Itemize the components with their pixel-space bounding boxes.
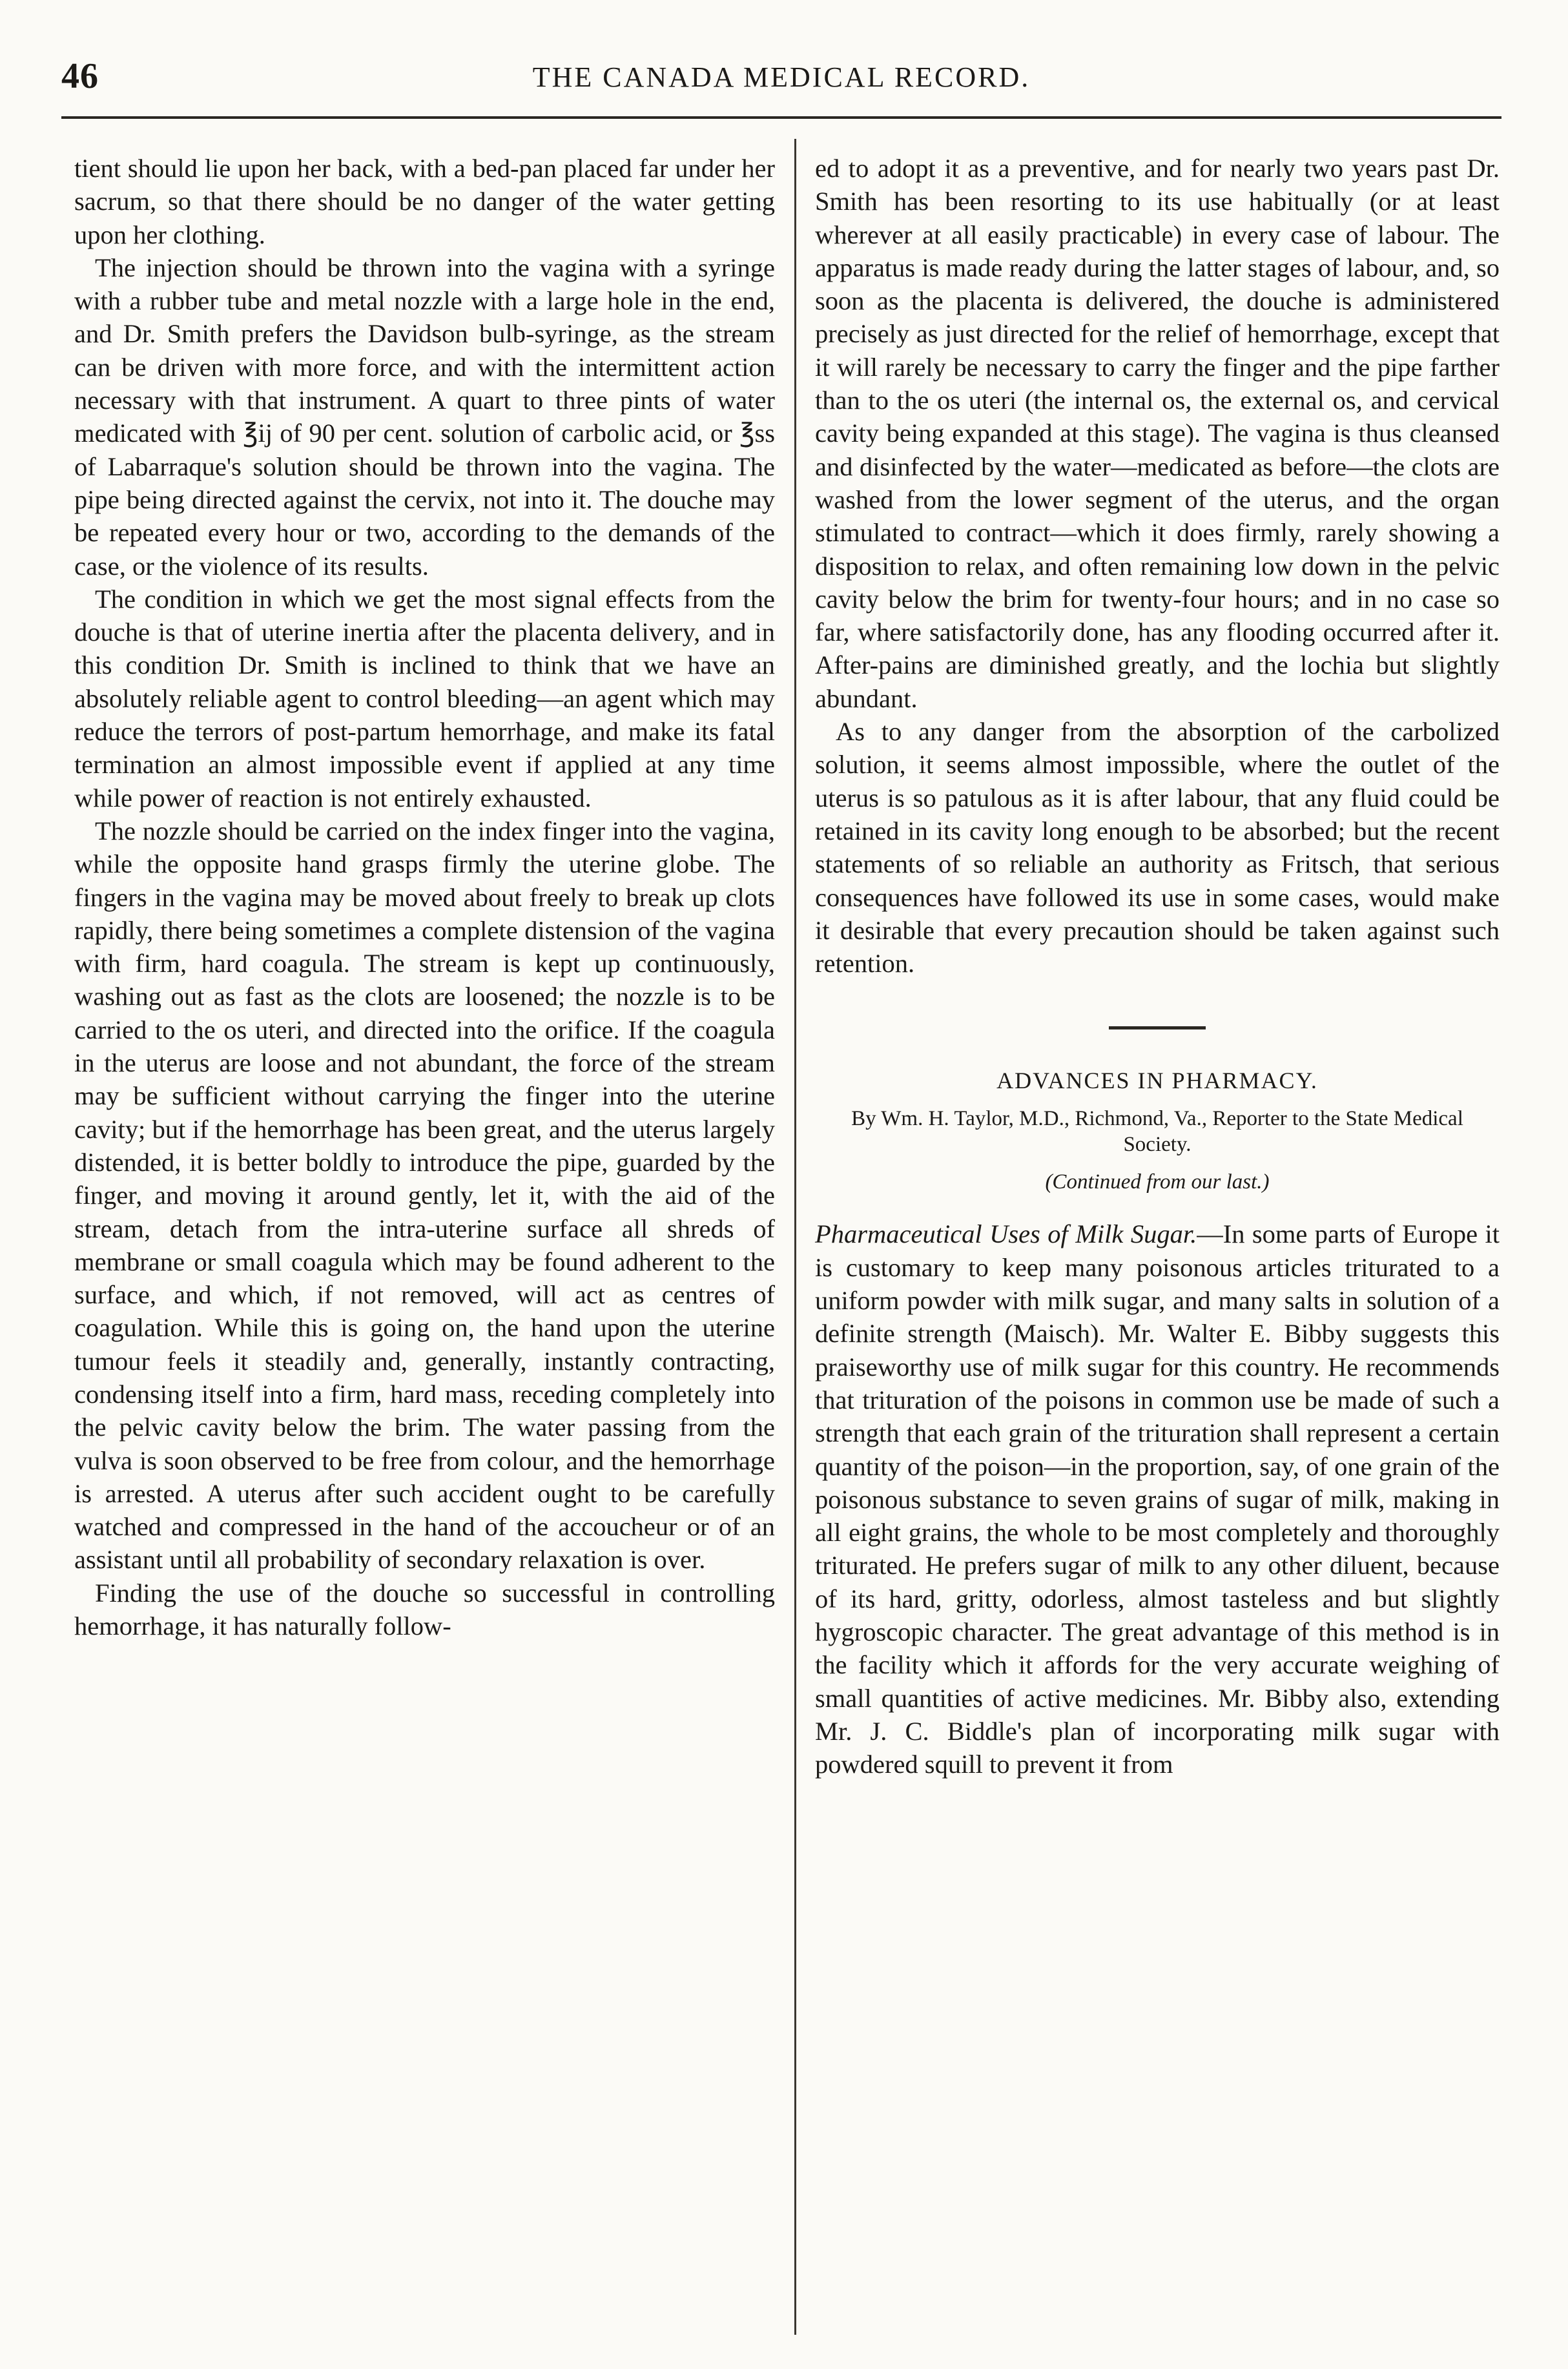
paragraph: As to any danger from the absorption of the carbolized solution, it seems almost impossible, where the outlet of the uterus is so patulous as it is after labour, that any fluid could be retained in its cavity long enough to be absorbed; but the recent statements of so reliable an authority as Fritsch, that serious consequences have followed its use in some cases, would make it desirable that every precaution should be taken against such retention. (815, 717, 1500, 978)
section-body-text: —In some parts of Europe it is customary to keep many poisonous articles triturated to a uniform powder with milk sugar, and many salts in solution of a definite strength (Maisch). Mr. Walter E. Bibby suggests this praiseworthy use of milk sugar for this country. He recommends that trituration of the poisons in common use be made of such a strength that each grain of the trituration shall represent a certain quantity of the poison—in the proportion, say, of one grain of the poisonous substance to seven grains of sugar of milk, making in all eight grains, the whole to be most completely and thoroughly triturated. He prefers sugar of milk to any other diluent, because of its hard, gritty, odorless, almost tasteless and but slightly hygroscopic character. The great advantage of this method is in the facility which it affords for the very accurate weighing of small quantities of active medicines. Mr. Bibby also, extending Mr. J. C. Biddle's plan of incorporating milk sugar with powdered squill to prevent it from (815, 1219, 1500, 1779)
section-rule (1109, 1026, 1206, 1029)
column-divider (794, 139, 796, 2335)
section-paragraph (815, 1217, 1500, 1781)
journal-title: THE CANADA MEDICAL RECORD. (532, 61, 1031, 93)
header-rule (61, 116, 1501, 119)
section-title: ADVANCES IN PHARMACY. (996, 1068, 1318, 1094)
page-number: 46 (61, 56, 99, 96)
right-column (815, 152, 1500, 1781)
page-header (61, 56, 1501, 107)
paragraph: ed to adopt it as a preventive, and for nearly two years past Dr. Smith has been resorting to its use habitually (or at least wherever at all easily practicable) in every case of labour. The apparatus is made ready during the latter stages of labour, and, so soon as the placenta is delivered, the douche is administered precisely as just directed for the relief of hemorrhage, except that it will rarely be necessary to carry the finger and the pipe farther than to the os uteri (the internal os, the external os, and cervical cavity being expanded at this stage). The vagina is thus cleansed and disinfected by the water—medicated as before—the clots are washed from the lower segment of the uterus, and the organ stimulated to contract—which it does firmly, rarely showing a disposition to relax, and often remaining low down in the pelvic cavity below the brim for twenty-four hours; and in no case so far, where satisfactorily done, has any flooding occurred after it. After-pains are diminished greatly, and the lochia but slightly abundant. (815, 154, 1500, 713)
continued-note: (Continued from our last.) (1045, 1170, 1270, 1194)
left-column (74, 152, 775, 1642)
paragraph: Finding the use of the douche so successful in controlling hemorrhage, it has naturally follow- (74, 1578, 775, 1641)
paragraph: The condition in which we get the most signal effects from the douche is that of uterine inertia after the placenta delivery, and in this condition Dr. Smith is inclined to think that we have an absolutely reliable agent to control bleeding—an agent which may reduce the terrors of post-partum hemorrhage, and make its fatal termination an almost impossible event if applied at any time while power of reaction is not entirely exhausted. (74, 584, 775, 812)
paragraph: The injection should be thrown into the vagina with a syringe with a rubber tube and metal nozzle with a large hole in the end, and Dr. Smith prefers the Davidson bulb-syringe, as the stream can be driven with more force, and with the intermittent action necessary with that instrument. A quart to three pints of water medicated with ℥ij of 90 per cent. solution of carbolic acid, or ℥ss of Labarraque's solution should be thrown into the vagina. The pipe being directed against the cervix, not into it. The douche may be repeated every hour or two, according to the demands of the case, or the violence of its results. (74, 253, 775, 581)
paragraph: tient should lie upon her back, with a bed-pan placed far under her sacrum, so that there should be no danger of the water getting upon her clothing. (74, 154, 775, 249)
byline: By Wm. H. Taylor, M.D., Richmond, Va., Reporter to the State Medical Society. (851, 1107, 1463, 1157)
paragraph: The nozzle should be carried on the index finger into the vagina, while the opposite hand grasps firmly the uterine globe. The fingers in the vagina may be moved about freely to break up clots rapidly, there being sometimes a complete distension of the vagina with firm, hard coagula. The stream is kept up continuously, washing out as fast as the clots are loosened; the nozzle is to be carried to the os uteri, and directed into the orifice. If the coagula in the uterus are loose and not abundant, the force of the stream may be sufficient without carrying the finger into the uterine cavity; but if the hemorrhage has been great, and the uterus largely distended, it is better boldly to introduce the pipe, guarded by the finger, and moving it around gently, let it, with the aid of the stream, detach from the intra-uterine surface all shreds of membrane or small coagula which may be found adherent to the surface, and which, if not removed, will act as centres of coagulation. While this is going on, the hand upon the uterine tumour feels it steadily and, generally, instantly contracting, condensing itself into a firm, hard mass, receding completely into the pelvic cavity below the brim. The water passing from the vulva is soon observed to be free from colour, and the hemorrhage is arrested. A uterus after such accident ought to be carefully watched and compressed in the hand of the accoucheur or of an assistant until all probability of secondary relaxation is over. (74, 816, 775, 1575)
run-in-heading: Pharmaceutical Uses of Milk Sugar. (815, 1219, 1197, 1249)
